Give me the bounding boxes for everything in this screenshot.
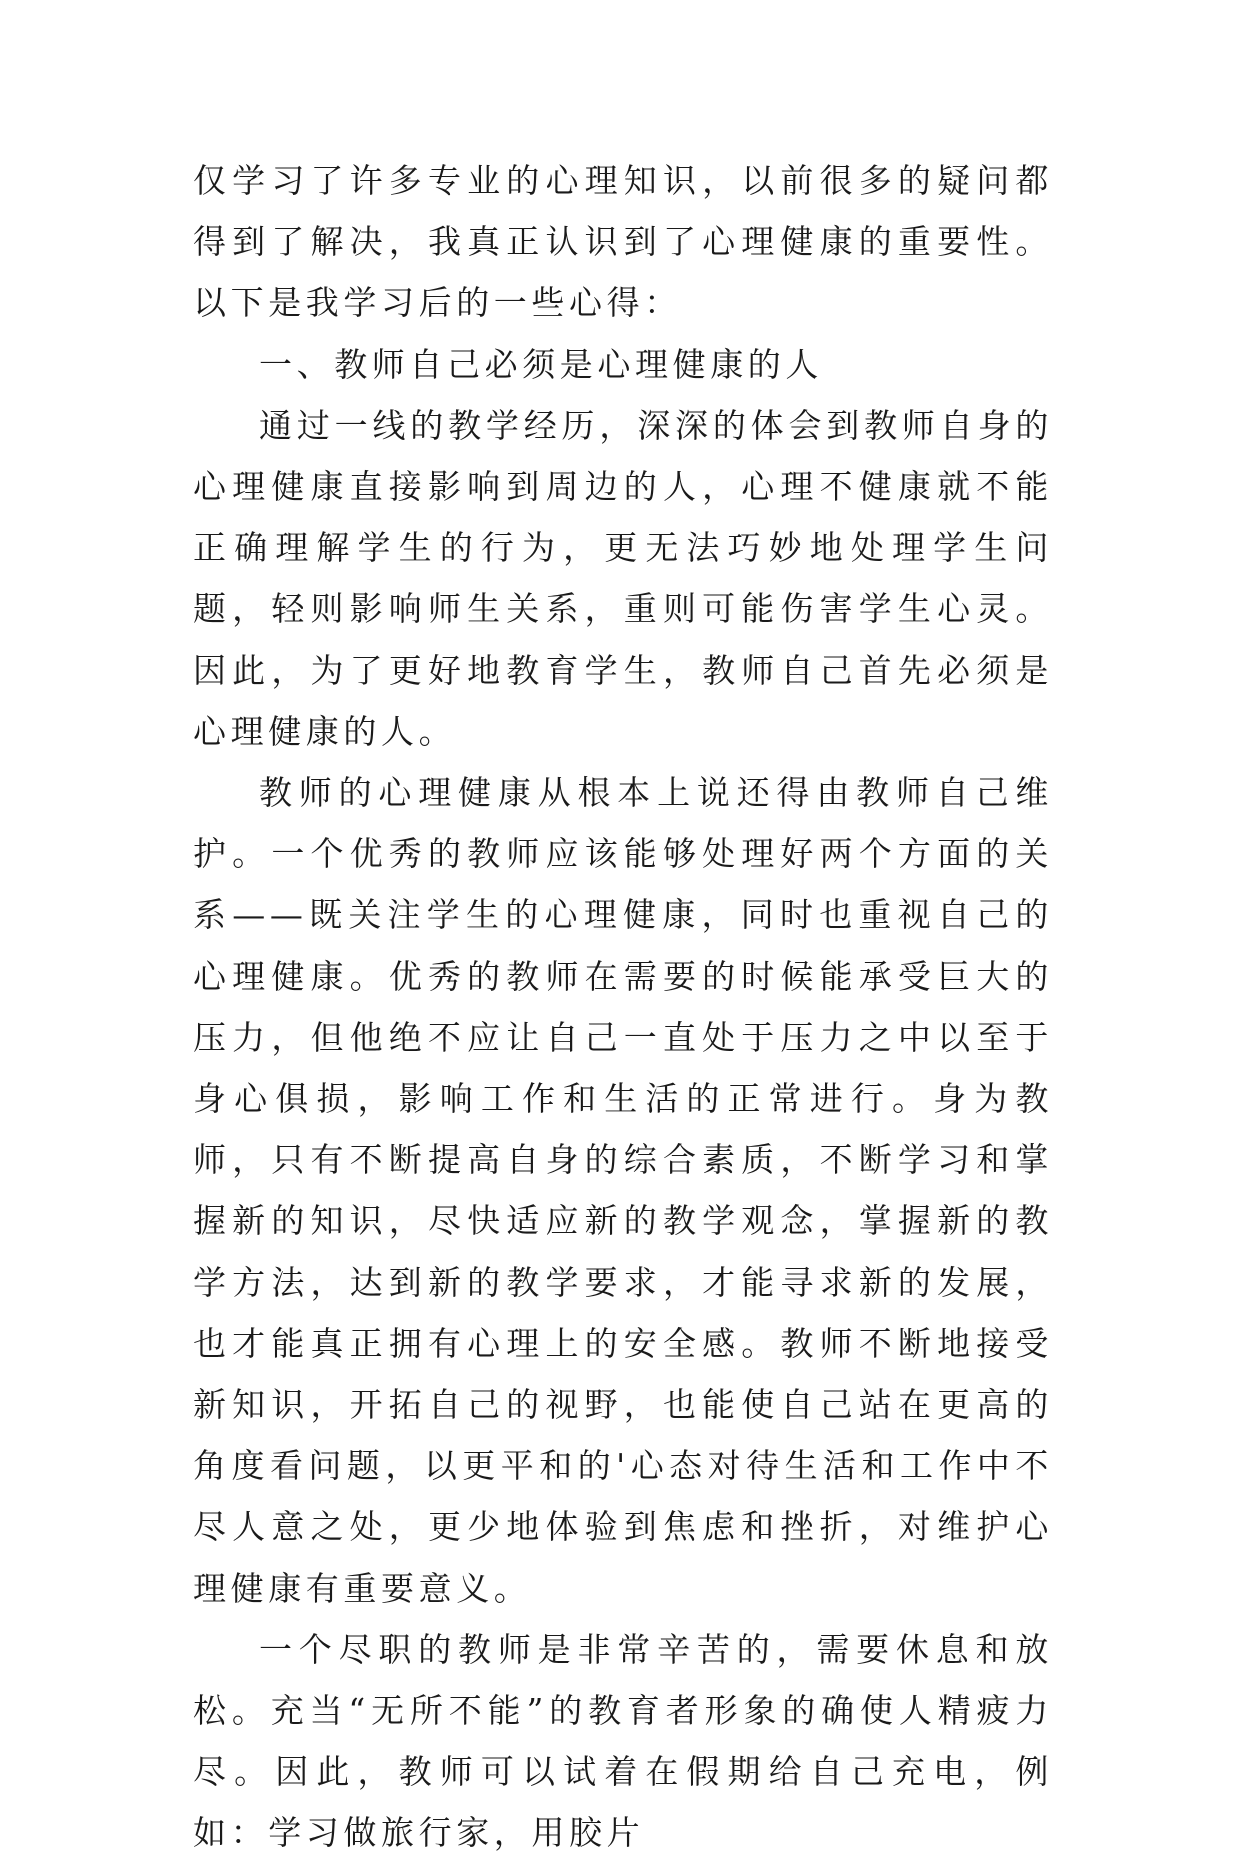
paragraph: 教师的心理健康从根本上说还得由教师自己维护。一个优秀的教师应该能够处理好两个方面的关系——既关注学生的心理健康，同时也重视自己的心理健康。优秀的教师在需要的时候能承受巨大的压力，但他绝不应让自己一直处于压力之中以至于身心俱损，影响工作和生活的正常进行。身为教师，只有不断提高自身的综合素质，不断学习和掌握新的知识，尽快适应新的教学观念，掌握新的教学方法，达到新的教学要求，才能寻求新的发展，也才能真正拥有心理上的安全感。教师不断地接受新知识，开拓自己的视野，也能使自己站在更高的角度看问题，以更平和的'心态对待生活和工作中不尽人意之处，更少地体验到焦虑和挫折，对维护心理健康有重要意义。 <box>193 773 1053 1608</box>
paragraph-continuation: 仅学习了许多专业的心理知识，以前很多的疑问都得到了解决，我真正认识到了心理健康的重要性。以下是我学习后的一些心得： <box>193 161 1053 323</box>
paragraph: 一个尽职的教师是非常辛苦的，需要休息和放松。充当“无所不能”的教育者形象的确使人精疲力尽。因此，教师可以试着在假期给自己充电，例如：学习做旅行家，用胶片 <box>193 1629 1053 1853</box>
section-heading: 一、教师自己必须是心理健康的人 <box>259 344 823 384</box>
document-body <box>193 150 1053 1864</box>
paragraph: 通过一线的教学经历，深深的体会到教师自身的心理健康直接影响到周边的人，心理不健康就不能正确理解学生的行为，更无法巧妙地处理学生问题，轻则影响师生关系，重则可能伤害学生心灵。因此，为了更好地教育学生，教师自己首先必须是心理健康的人。 <box>193 405 1053 751</box>
